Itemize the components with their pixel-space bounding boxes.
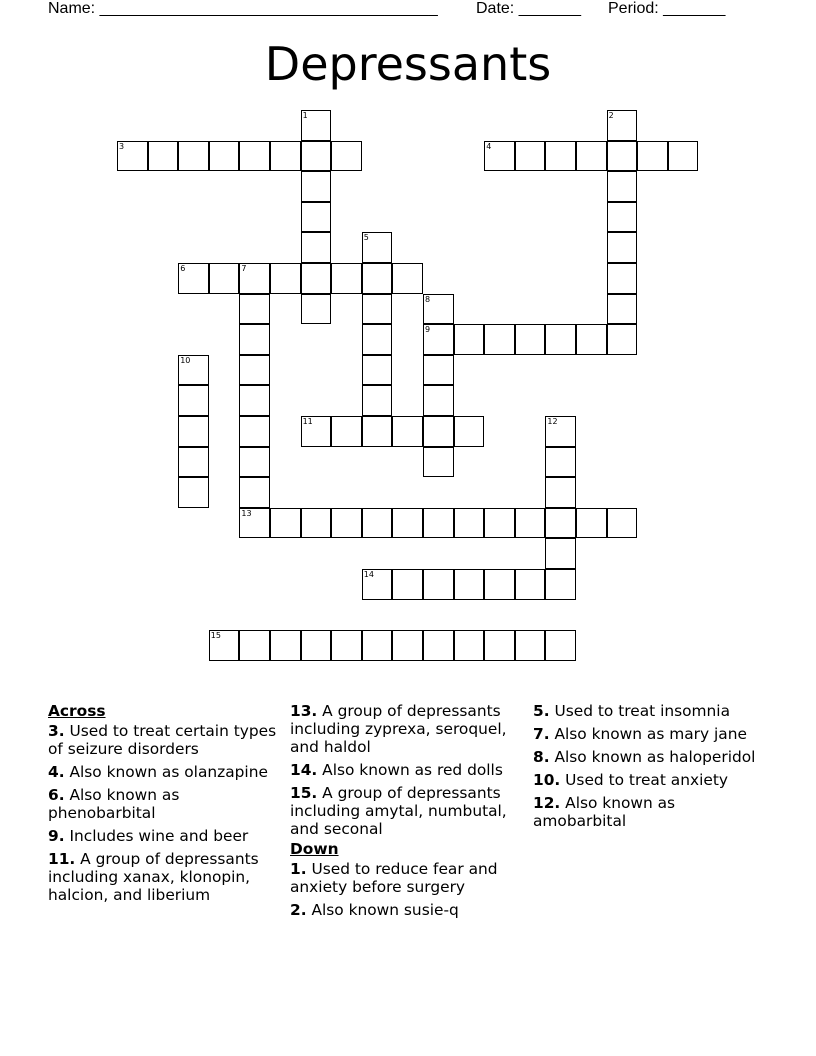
clue-number: 15. [290,784,318,802]
crossword-cell[interactable] [270,630,301,661]
clue-number-label: 11 [302,417,313,426]
crossword-cell-10[interactable] [178,355,209,386]
crossword-cell[interactable] [515,569,546,600]
crossword-cell[interactable] [331,141,362,172]
crossword-cell[interactable] [392,508,423,539]
down-clue-10 [533,771,765,789]
crossword-cell[interactable] [239,477,270,508]
crossword-cell-5[interactable] [362,232,393,263]
crossword-cell[interactable] [607,232,638,263]
clue-number-label: 7 [241,264,247,273]
clue-number: 2. [290,901,307,919]
clue-number-label: 5 [363,233,369,243]
clue-number: 1. [290,860,307,878]
crossword-cell[interactable] [545,538,576,569]
across-clue-9 [48,827,280,845]
clue-text: Used to treat anxiety [565,771,728,789]
down-clue-12 [533,794,765,830]
crossword-cell[interactable] [362,355,393,386]
crossword-cell[interactable] [239,630,270,661]
crossword-cell[interactable] [484,508,515,539]
crossword-cell-2[interactable] [607,110,638,141]
crossword-cell[interactable] [239,447,270,478]
crossword-cell[interactable] [301,294,332,325]
crossword-cell[interactable] [423,569,454,600]
crossword-cell[interactable] [209,141,240,172]
clue-number: 14. [290,761,318,779]
crossword-cell[interactable] [301,232,332,263]
clue-text: A group of depressants including zyprexa, seroquel, and haldol [290,702,507,756]
clue-number-label: 15 [210,631,221,641]
clue-text: Also known as mary jane [554,725,747,743]
crossword-cell[interactable] [301,508,332,539]
crossword-cell[interactable] [362,416,393,447]
crossword-cell[interactable] [239,355,270,386]
clue-text: Also known as haloperidol [554,748,756,766]
crossword-cell[interactable] [178,141,209,172]
down-heading: Down [290,840,339,858]
crossword-cell[interactable] [270,263,301,294]
crossword-cell[interactable] [454,630,485,661]
crossword-cell-4[interactable] [484,141,515,172]
crossword-cell[interactable] [545,569,576,600]
across-clue-13 [290,702,522,756]
crossword-cell[interactable] [301,263,332,294]
clue-number-label: 12 [547,417,558,426]
period-field-label: Period: _______ [608,0,726,17]
clues-column-1 [48,702,280,909]
crossword-cell[interactable] [484,630,515,661]
clue-text: Also known as amobarbital [533,794,676,830]
crossword-cell-1[interactable] [301,110,332,141]
clue-number: 5. [533,702,550,720]
crossword-cell[interactable] [637,141,668,172]
down-clue-5 [533,702,765,720]
crossword-cell[interactable] [545,630,576,661]
clue-text: Also known as olanzapine [69,763,268,781]
crossword-cell[interactable] [454,569,485,600]
clue-number: 4. [48,763,65,781]
crossword-cell[interactable] [576,508,607,539]
crossword-cell[interactable] [270,508,301,539]
name-field-label: Name: ______________________________________ [48,0,438,17]
clue-number: 10. [533,771,561,789]
clue-number: 12. [533,794,561,812]
crossword-cell[interactable] [576,324,607,355]
across-heading: Across [48,702,106,720]
crossword-cell[interactable] [423,355,454,386]
clue-text: Also known as phenobarbital [48,786,180,822]
crossword-cell[interactable] [545,477,576,508]
date-field-label: Date: _______ [476,0,581,17]
across-clue-14 [290,761,522,779]
crossword-cell[interactable] [607,141,638,172]
clue-number-label: 8 [425,294,431,304]
crossword-cell[interactable] [423,508,454,539]
across-clue-4 [48,763,280,781]
clue-number-label: 3 [119,141,125,151]
crossword-cell[interactable] [362,385,393,416]
crossword-cell-7[interactable] [239,263,270,294]
clue-number: 6. [48,786,65,804]
crossword-cell[interactable] [301,630,332,661]
across-clue-11 [48,850,280,904]
crossword-cell[interactable] [362,294,393,325]
crossword-cell[interactable] [362,508,393,539]
crossword-cell[interactable] [607,202,638,233]
clue-text: Used to treat certain types of seizure disorders [48,722,277,758]
clue-text: Also known susie-q [311,901,459,919]
crossword-cell[interactable] [607,508,638,539]
crossword-cell[interactable] [239,385,270,416]
clue-text: A group of depressants including xanax, klonopin, halcion, and liberium [48,850,259,904]
crossword-cell-11[interactable] [301,416,332,447]
down-clue-2 [290,901,522,919]
crossword-cell[interactable] [607,263,638,294]
crossword-cell[interactable] [239,416,270,447]
crossword-cell[interactable] [484,569,515,600]
clue-number: 8. [533,748,550,766]
crossword-cell[interactable] [209,263,240,294]
crossword-cell[interactable] [515,141,546,172]
clue-text: Also known as red dolls [322,761,503,779]
puzzle-title: Depressants [264,37,552,91]
crossword-cell[interactable] [301,141,332,172]
crossword-cell[interactable] [148,141,179,172]
clues-column-2 [290,702,522,924]
crossword-cell[interactable] [392,416,423,447]
crossword-cell[interactable] [545,324,576,355]
clue-number-label: 9 [425,325,431,335]
crossword-cell-13[interactable] [239,508,270,539]
crossword-cell[interactable] [178,477,209,508]
across-clue-3 [48,722,280,758]
crossword-cell[interactable] [515,630,546,661]
down-clue-8 [533,748,765,766]
crossword-cell[interactable] [331,416,362,447]
crossword-cell[interactable] [545,141,576,172]
crossword-cell-14[interactable] [362,569,393,600]
clue-number: 13. [290,702,318,720]
clue-text: A group of depressants including amytal, numbutal, and seconal [290,784,507,838]
crossword-cell[interactable] [362,630,393,661]
clue-number: 7. [533,725,550,743]
clue-number-label: 14 [363,570,374,579]
crossword-cell-3[interactable] [117,141,148,172]
across-clue-6 [48,786,280,822]
down-clue-1 [290,860,522,896]
clue-number-label: 4 [486,141,492,151]
crossword-cell[interactable] [239,141,270,172]
clue-number-label: 10 [180,355,191,365]
crossword-cell[interactable] [454,416,485,447]
clue-number-label: 6 [180,264,186,273]
crossword-cell[interactable] [392,263,423,294]
crossword-cell[interactable] [331,630,362,661]
crossword-cell[interactable] [270,141,301,172]
crossword-cell-9[interactable] [423,324,454,355]
crossword-cell[interactable] [515,324,546,355]
clue-number-label: 1 [302,111,308,120]
crossword-cell[interactable] [392,569,423,600]
crossword-cell[interactable] [178,416,209,447]
crossword-cell[interactable] [239,324,270,355]
crossword-cell[interactable] [423,416,454,447]
crossword-cell[interactable] [301,202,332,233]
clue-number: 11. [48,850,76,868]
crossword-cell[interactable] [331,508,362,539]
crossword-cell[interactable] [668,141,699,172]
crossword-cell[interactable] [362,263,393,294]
crossword-cell[interactable] [576,141,607,172]
crossword-cell-6[interactable] [178,263,209,294]
crossword-cell[interactable] [331,263,362,294]
crossword-cell[interactable] [301,171,332,202]
clue-number: 3. [48,722,65,740]
crossword-cell-15[interactable] [209,630,240,661]
clue-text: Used to reduce fear and anxiety before surgery [290,860,498,896]
crossword-cell[interactable] [392,630,423,661]
crossword-cell[interactable] [423,385,454,416]
clues-column-3 [533,702,765,835]
crossword-cell[interactable] [484,324,515,355]
clue-text: Includes wine and beer [69,827,249,845]
crossword-cell[interactable] [454,508,485,539]
crossword-cell[interactable] [178,385,209,416]
crossword-cell[interactable] [607,294,638,325]
clue-number: 9. [48,827,65,845]
crossword-cell[interactable] [178,447,209,478]
clue-text: Used to treat insomnia [554,702,730,720]
clue-number-label: 2 [608,111,614,120]
across-clue-15 [290,784,522,838]
crossword-cell-12[interactable] [545,416,576,447]
down-clue-7 [533,725,765,743]
clue-number-label: 13 [241,508,252,518]
crossword-cell[interactable] [607,324,638,355]
crossword-cell[interactable] [423,447,454,478]
crossword-cell[interactable] [607,171,638,202]
crossword-cell[interactable] [454,324,485,355]
crossword-cell[interactable] [423,630,454,661]
crossword-cell[interactable] [545,447,576,478]
crossword-cell[interactable] [239,294,270,325]
crossword-cell[interactable] [545,508,576,539]
crossword-cell[interactable] [515,508,546,539]
crossword-cell[interactable] [362,324,393,355]
crossword-cell-8[interactable] [423,294,454,325]
